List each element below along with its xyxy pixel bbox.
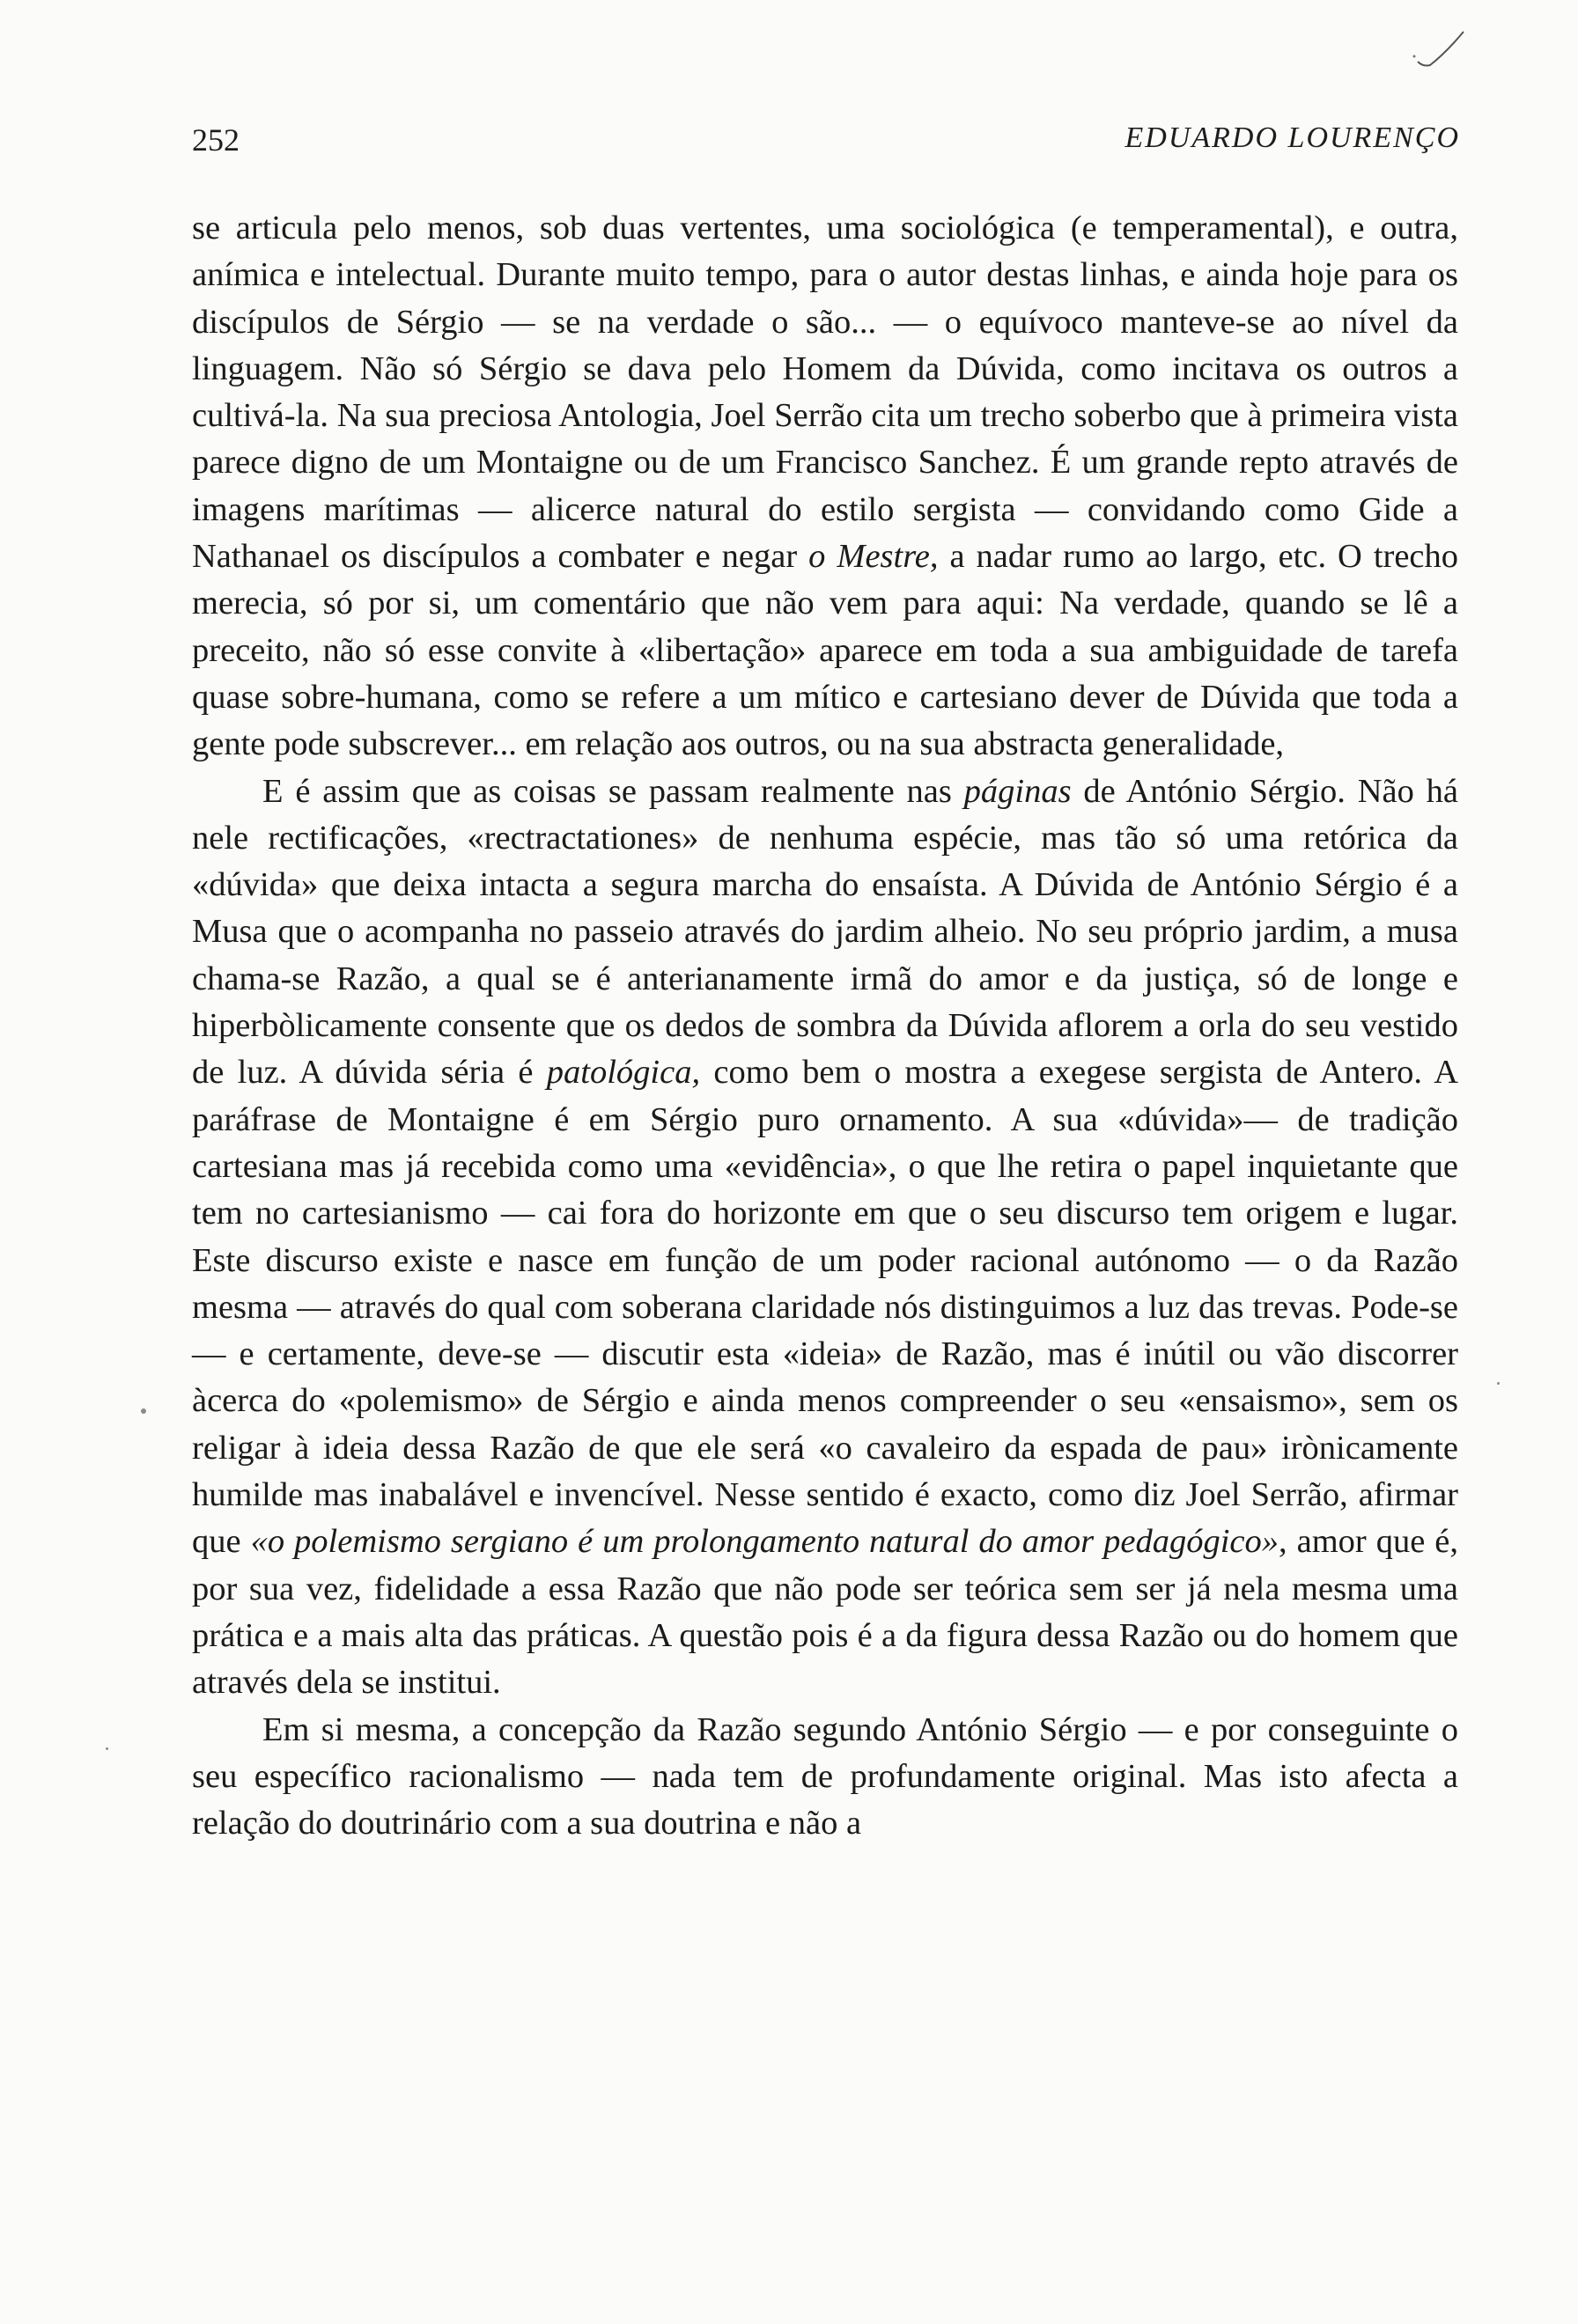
page-header — [192, 121, 1460, 174]
handwritten-check-mark — [1411, 26, 1472, 79]
italic-run: patológica, — [546, 1054, 701, 1092]
text-run: de António Sérgio. Não há nele rectificações, «rectractationes» de nenhuma espécie, mas tão só uma retórica da «dúvida» que deixa intacta a segura marcha do ensaísta. A Dúvida de António Sérgio é a Musa que o acompanha no passeio através do jardim alheio. No seu próprio jardim, a musa chama-se Razão, a qual se é anterianamente irmã do amor e da justiça, só de longe e hiperbòlicamente consente que os dedos de sombra da Dúvida aflorem a orla do seu vestido de luz. A dúvida séria é — [192, 772, 1458, 1092]
paragraph — [192, 1707, 1458, 1848]
text-run: se articula pelo menos, sob duas vertentes, uma sociológica (e temperamental), e outra, anímica e intelectual. Durante muito tempo, para o autor destas linhas, e ainda hoje para os discípulos de Sérgio — se na verdade o são... — o equívoco manteve-se ao nível da linguagem. Não só Sérgio se dava pelo Homem da Dúvida, como incitava os outros a cultivá-la. Na sua preciosa Antologia, Joel Serrão cita um trecho soberbo que à primeira vista parece digno de um Montaigne ou de um Francisco Sanchez. É um grande repto através de imagens marítimas — alicerce natural do estilo sergista — convidando como Gide a Nathanael os discípulos a combater e negar — [192, 210, 1458, 576]
paper-speck — [141, 1408, 146, 1414]
italic-run: páginas — [963, 772, 1072, 810]
paragraph — [192, 205, 1458, 769]
text-run: Em si mesma, a concepção da Razão segundo António Sérgio — e por conseguinte o seu específico racionalismo — nada tem de profundamente original. Mas isto afecta a relação do doutrinário com a sua doutrina e não a — [192, 1710, 1458, 1842]
paragraph — [192, 769, 1458, 1707]
text-run: , amor que é, por sua vez, fidelidade a essa Razão que não pode ser teórica sem ser já nela mesma uma prática e a mais alta das práticas. A questão pois é a da figura dessa Razão ou do homem que através dela se institui. — [192, 1523, 1458, 1702]
paper-speck — [1497, 1382, 1500, 1385]
text-run: E é assim que as coisas se passam realmente nas — [262, 772, 964, 810]
italic-run: «o polemismo sergiano é um prolongamento natural do amor pedagógico» — [250, 1523, 1279, 1561]
italic-run: o Mestre, — [808, 538, 939, 576]
text-run: a nadar rumo ao largo, etc. O trecho merecia, só por si, um comentário que não vem para aqui: Na verdade, quando se lê a preceito, não só esse convite à «libertação» aparece em toda a sua ambiguidade de tarefa quase sobre-humana, como se refere a um mítico e cartesiano dever de Dúvida que toda a gente pode subscrever... em relação aos outros, ou na sua abstracta generalidade, — [192, 538, 1459, 763]
running-head: EDUARDO LOURENÇO — [1125, 121, 1460, 154]
page-number: 252 — [192, 122, 240, 158]
paper-speck — [106, 1747, 108, 1750]
body-text — [192, 205, 1458, 1847]
text-run: como bem o mostra a exegese sergista de Antero. A paráfrase de Montaigne é em Sérgio puro ornamento. A sua «dúvida»— de tradição cartesiana mas já recebida como uma «evidência», o que lhe retira o papel inquietante que tem no cartesianismo — cai fora do horizonte em que o seu discurso tem origem e lugar. Este discurso existe e nasce em função de um poder racional autónomo — o da Razão mesma — através do qual com soberana claridade nós distinguimos a luz das trevas. Pode-se — e certamente, deve-se — discutir esta «ideia» de Razão, mas é inútil ou vão discorrer àcerca do «polemismo» de Sérgio e ainda menos compreender o seu «ensaismo», sem os religar à ideia dessa Razão de que ele será «o cavaleiro da espada de pau» irònicamente humilde mas inabalável e invencível. Nesse sentido é exacto, como diz Joel Serrão, afirmar que — [192, 1054, 1458, 1561]
